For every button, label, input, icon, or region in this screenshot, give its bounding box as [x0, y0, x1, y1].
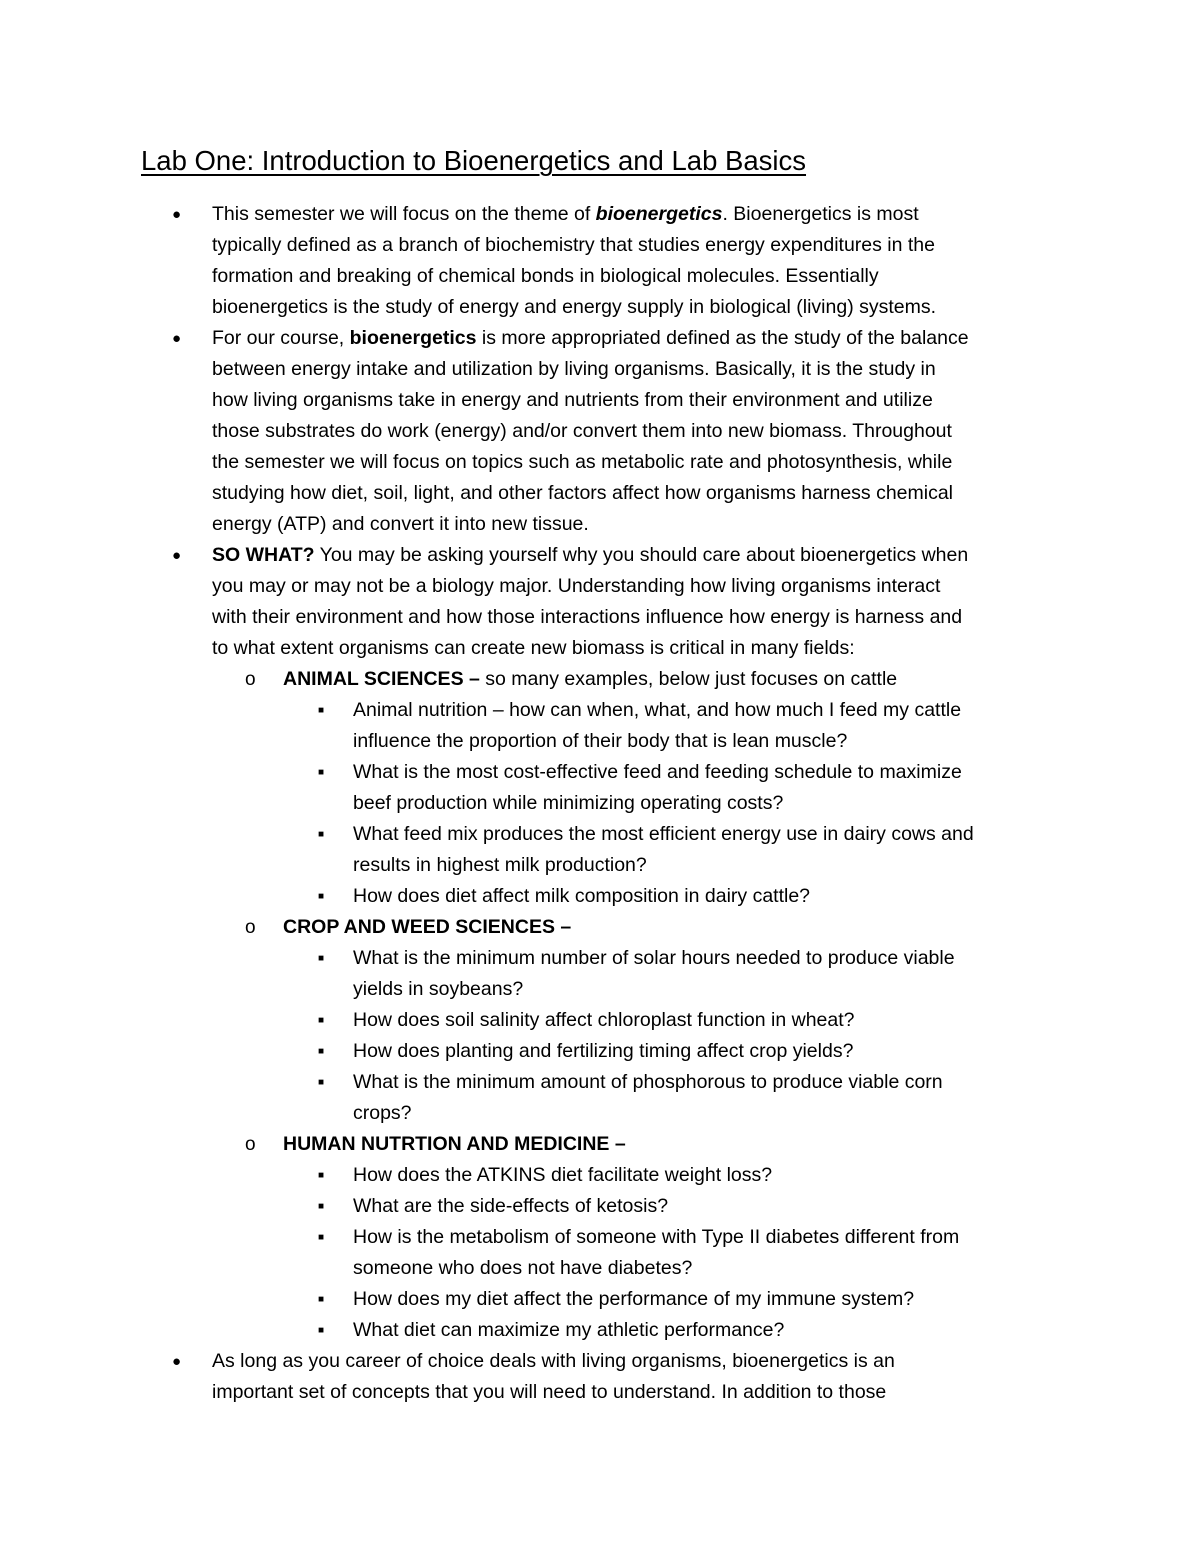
- text-line: How does diet affect milk composition in dairy cattle?: [353, 885, 811, 907]
- text-line: influence the proportion of their body that is lean muscle?: [353, 730, 848, 752]
- text-line: How does soil salinity affect chloroplast function in wheat?: [353, 1009, 855, 1031]
- section-heading: CROP AND WEED SCIENCES –: [283, 916, 572, 938]
- question-item: [0, 1315, 1200, 1346]
- sub-bullet-marker: o: [245, 917, 256, 938]
- question-item: [0, 1222, 1200, 1284]
- section-heading: ANIMAL SCIENCES –: [283, 668, 480, 690]
- list-item-so-what: [0, 540, 1200, 664]
- section-heading: HUMAN NUTRTION AND MEDICINE –: [283, 1133, 626, 1155]
- sublist-heading-animal-sciences: [0, 664, 1200, 695]
- square-bullet-marker: ■: [318, 1046, 325, 1057]
- text-line: those substrates do work (energy) and/or convert them into new biomass. Throughout: [212, 420, 952, 442]
- list-item-course-definition: [0, 323, 1200, 540]
- sublist-heading-crop-sciences: [0, 912, 1200, 943]
- emphasized-term: bioenergetics: [595, 203, 723, 225]
- square-bullet-marker: ■: [318, 1201, 325, 1212]
- question-item: [0, 943, 1200, 1005]
- text-line: Animal nutrition – how can when, what, and how much I feed my cattle: [353, 699, 962, 721]
- question-item: [0, 881, 1200, 912]
- question-item: [0, 819, 1200, 881]
- square-bullet-marker: ■: [318, 1232, 325, 1243]
- bullet-marker: ●: [172, 330, 182, 347]
- text-line: What feed mix produces the most efficient energy use in dairy cows and: [353, 823, 974, 845]
- square-bullet-marker: ■: [318, 1170, 325, 1181]
- text-line: What are the side-effects of ketosis?: [353, 1195, 669, 1217]
- text-line: crops?: [353, 1102, 412, 1124]
- text-line: you may or may not be a biology major. Understanding how living organisms interact: [212, 575, 941, 597]
- page-title: Lab One: Introduction to Bioenergetics and Lab Basics: [141, 145, 807, 176]
- text-line: studying how diet, soil, light, and other factors affect how organisms harness chemical: [212, 482, 954, 504]
- square-bullet-marker: ■: [318, 891, 325, 902]
- list-item-bioenergetics-theme: [0, 199, 1200, 323]
- question-item: [0, 1160, 1200, 1191]
- list-item-career-relevance: [0, 1346, 1200, 1408]
- text-line: the semester we will focus on topics such as metabolic rate and photosynthesis, while: [212, 451, 953, 473]
- square-bullet-marker: ■: [318, 1077, 325, 1088]
- main-bullet-list: [0, 199, 1200, 1408]
- text-line: How does planting and fertilizing timing affect crop yields?: [353, 1040, 854, 1062]
- text-line: ANIMAL SCIENCES – so many examples, below just focuses on cattle: [283, 668, 898, 690]
- question-item: [0, 1036, 1200, 1067]
- text-line: As long as you career of choice deals with living organisms, bioenergetics is an: [212, 1350, 895, 1372]
- square-bullet-marker: ■: [318, 705, 325, 716]
- question-item: [0, 1284, 1200, 1315]
- text-line: This semester we will focus on the theme of bioenergetics. Bioenergetics is most: [212, 203, 919, 225]
- text-line: typically defined as a branch of biochemistry that studies energy expenditures in the: [212, 234, 935, 256]
- text-line: to what extent organisms can create new biomass is critical in many fields:: [212, 637, 855, 659]
- bullet-marker: ●: [172, 206, 182, 223]
- question-item: [0, 695, 1200, 757]
- text-line: [283, 1129, 1200, 1160]
- question-item: [0, 1005, 1200, 1036]
- text-line: bioenergetics is the study of energy and energy supply in biological (living) systems.: [212, 296, 937, 318]
- text-line: yields in soybeans?: [353, 978, 524, 1000]
- text-line: someone who does not have diabetes?: [353, 1257, 693, 1279]
- text-line: how living organisms take in energy and nutrients from their environment and utilize: [212, 389, 933, 411]
- square-bullet-marker: ■: [318, 1015, 325, 1026]
- square-bullet-marker: ■: [318, 953, 325, 964]
- square-bullet-marker: ■: [318, 829, 325, 840]
- text-line: What is the minimum amount of phosphorous to produce viable corn: [353, 1071, 943, 1093]
- question-item: [0, 1067, 1200, 1129]
- text-line: formation and breaking of chemical bonds in biological molecules. Essentially: [212, 265, 879, 287]
- text-line: For our course, bioenergetics is more appropriated defined as the study of the balance: [212, 327, 969, 349]
- sub-bullet-marker: o: [245, 1134, 256, 1155]
- text-line: energy (ATP) and convert it into new tissue.: [212, 513, 589, 535]
- bullet-marker: ●: [172, 1353, 182, 1370]
- question-item: [0, 757, 1200, 819]
- square-bullet-marker: ■: [318, 1294, 325, 1305]
- text-line: What diet can maximize my athletic performance?: [353, 1319, 785, 1341]
- sublist-heading-human-nutrition: [0, 1129, 1200, 1160]
- text-line: with their environment and how those interactions influence how energy is harness and: [212, 606, 963, 628]
- bold-term: bioenergetics: [349, 327, 477, 349]
- bold-term: SO WHAT?: [212, 544, 315, 566]
- text-line: SO WHAT? You may be asking yourself why you should care about bioenergetics when: [212, 544, 969, 566]
- text-line: beef production while minimizing operating costs?: [353, 792, 784, 814]
- text-line: [283, 912, 1200, 943]
- square-bullet-marker: ■: [318, 767, 325, 778]
- sub-bullet-marker: o: [245, 669, 256, 690]
- text-line: between energy intake and utilization by living organisms. Basically, it is the study in: [212, 358, 936, 380]
- text-line: results in highest milk production?: [353, 854, 647, 876]
- text-line: What is the minimum number of solar hours needed to produce viable: [353, 947, 955, 969]
- question-item: [0, 1191, 1200, 1222]
- text-line: How does the ATKINS diet facilitate weight loss?: [353, 1164, 773, 1186]
- square-bullet-marker: ■: [318, 1325, 325, 1336]
- text-line: What is the most cost-effective feed and feeding schedule to maximize: [353, 761, 962, 783]
- bullet-marker: ●: [172, 547, 182, 564]
- text-line: How does my diet affect the performance of my immune system?: [353, 1288, 915, 1310]
- text-line: important set of concepts that you will need to understand. In addition to those: [212, 1381, 887, 1403]
- text-line: How is the metabolism of someone with Type II diabetes different from: [353, 1226, 960, 1248]
